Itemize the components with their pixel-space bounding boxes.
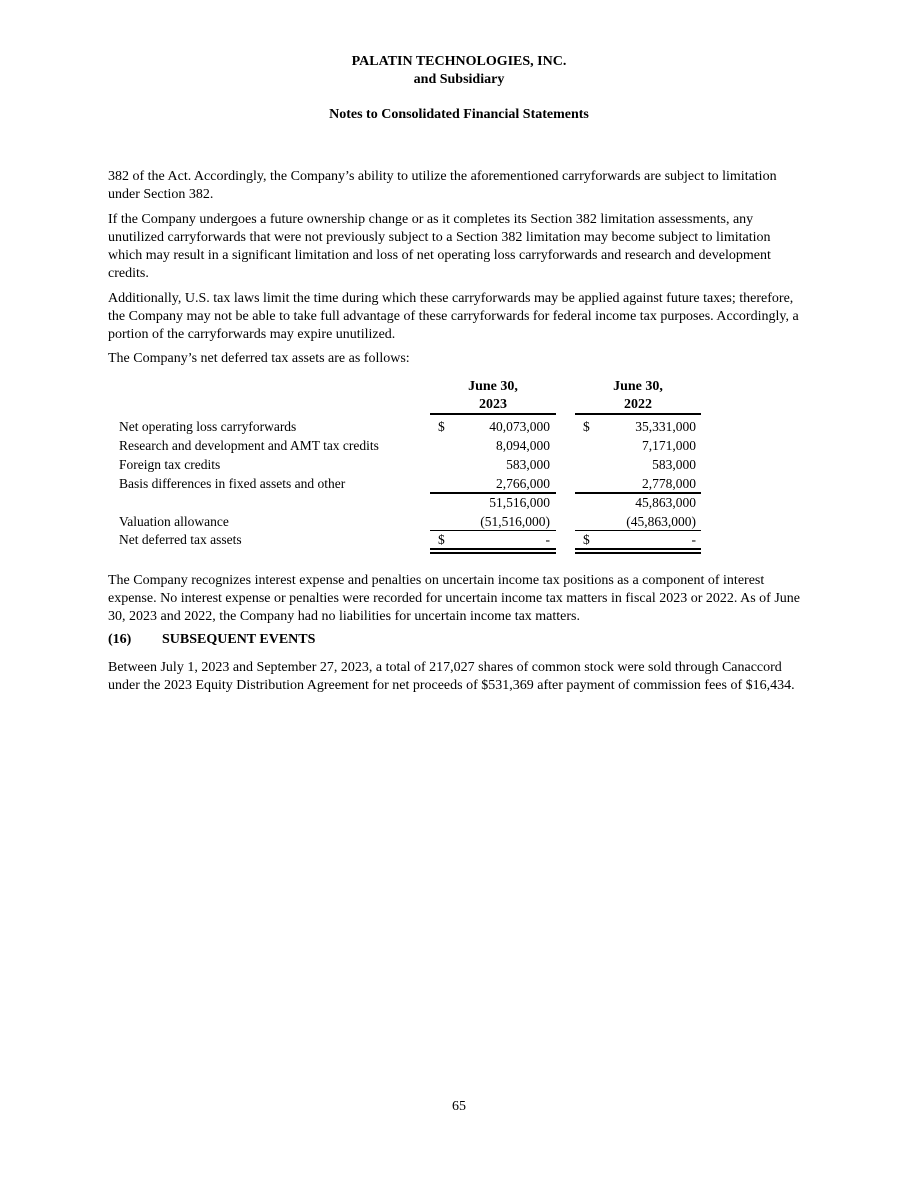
paragraph-section-382: 382 of the Act. Accordingly, the Company’s ability to utilize the aforementioned carryforwards are subject to limitation under Section 382.: [108, 169, 777, 202]
cell-2023: 583,000: [506, 457, 550, 472]
paragraph-subsequent-events: Between July 1, 2023 and September 27, 2023, a total of 217,027 shares of common stock were sold through Canaccord under the 2023 Equity Distribution Agreement for net proceeds of $531,369 after payment of commission fees of $16,434.: [108, 660, 795, 693]
section-heading: [108, 632, 315, 648]
company-name: PALATIN TECHNOLOGIES, INC.: [351, 54, 567, 69]
row-label: Net deferred tax assets: [119, 532, 242, 547]
subtotal-2022: 45,863,000: [635, 495, 696, 510]
section-number: (16): [108, 632, 132, 647]
subtotal-2023: 51,516,000: [489, 495, 550, 510]
row-label: Foreign tax credits: [119, 457, 221, 472]
column-header-2023-line2: 2023: [479, 397, 507, 412]
section-title: SUBSEQUENT EVENTS: [162, 632, 316, 647]
column-header-2023-line1: June 30,: [468, 379, 518, 394]
header-rule-2023: [430, 413, 556, 415]
cell-2022: 2,778,000: [642, 476, 696, 491]
cell-2023: 40,073,000: [489, 419, 550, 434]
page-number: 65: [452, 1099, 466, 1114]
currency-symbol: $: [583, 532, 590, 547]
paragraph-ownership-change: If the Company undergoes a future ownership change or as it completes its Section 382 limitation assessments, any unutilized carryforwards that were not previously subject to a Section 382 limitation may become subject to limitation which may result in a significant limitation and loss of net operating loss carryforwards and research and development credits.: [108, 212, 771, 281]
row-label: Valuation allowance: [119, 514, 229, 529]
column-header-2022-line1: June 30,: [613, 379, 663, 394]
paragraph-table-intro: The Company’s net deferred tax assets are as follows:: [108, 351, 410, 366]
cell-2023: (51,516,000): [480, 514, 550, 529]
double-rule-bottom-2022: [575, 552, 701, 554]
row-label: Net operating loss carryforwards: [119, 419, 297, 434]
cell-2022: -: [691, 532, 696, 547]
row-label: Basis differences in fixed assets and other: [119, 476, 346, 491]
double-rule-top-2022: [575, 548, 701, 550]
cell-2022: (45,863,000): [626, 514, 696, 529]
column-header-2023: [430, 378, 556, 414]
double-rule-top-2023: [430, 548, 556, 550]
row-label: Research and development and AMT tax credits: [119, 438, 379, 453]
currency-symbol: $: [583, 419, 590, 434]
header-rule-2022: [575, 413, 701, 415]
cell-2023: -: [545, 532, 550, 547]
column-header-2022-line2: 2022: [624, 397, 652, 412]
double-rule-bottom-2023: [430, 552, 556, 554]
paragraph-tax-law-limits: Additionally, U.S. tax laws limit the time during which these carryforwards may be applied against future taxes; therefore, the Company may not be able to take full advantage of these carryforwards for federal income tax purposes. Accordingly, a portion of the carryforwards may expire unutilized.: [108, 291, 799, 342]
paragraph-interest-penalties: The Company recognizes interest expense and penalties on uncertain income tax positions as a component of interest expense. No interest expense or penalties were recorded for uncertain income tax matters in fiscal 2023 or 2022. As of June 30, 2023 and 2022, the Company had no liabilities for uncertain income tax matters.: [108, 573, 800, 624]
cell-2023: 8,094,000: [496, 438, 550, 453]
notes-title: Notes to Consolidated Financial Statements: [329, 107, 589, 122]
currency-symbol: $: [438, 419, 445, 434]
currency-symbol: $: [438, 532, 445, 547]
cell-2023: 2,766,000: [496, 476, 550, 491]
cell-2022: 7,171,000: [642, 438, 696, 453]
cell-2022: 35,331,000: [635, 419, 696, 434]
cell-2022: 583,000: [652, 457, 696, 472]
subsidiary-label: and Subsidiary: [413, 72, 505, 87]
column-header-2022: [575, 378, 701, 414]
